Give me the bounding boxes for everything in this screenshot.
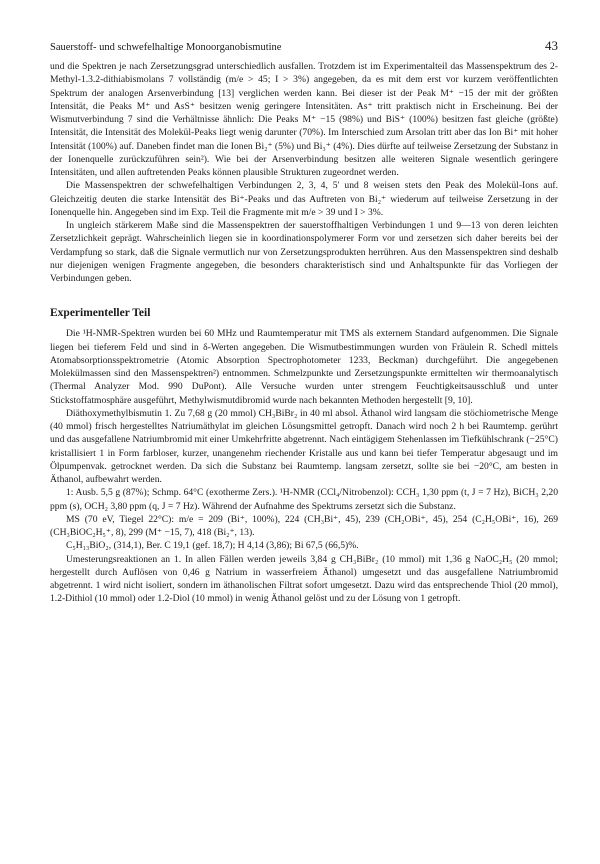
body-paragraph: und die Spektren je nach Zersetzungsgrad unterschiedlich ausfallen. Trotzdem ist im Experimentalteil das Massenspektrum des 2-Methyl-1.3.2-dithiabismolans 7 vollständig (m/e > 45; I > 3%) angegeben, da es mit dem erst vor kurzem veröffentlichten Spektrum der analogen Arsenverbindung [13] verglichen werden kann. Bei dieser ist der Peak M⁺ −15 der mit der größten Intensität, die Peaks M⁺ und AsS⁺ besitzen wenig geringere Intensitäten. As⁺ tritt praktisch nicht in Erscheinung. Bei der Wismutverbindung 7 sind die Verhältnisse ähnlich: Die Peaks M⁺ −15 (98%) und BiS⁺ (100%) besitzen fast gleiche (größte) Intensität, die Intensität des Molekül-Peaks liegt wenig darunter (70%). Im Interschied zum Arsolan tritt aber das Ion Bi⁺ mit hoher Intensität (100%) auf. Daneben findet man die Ionen Bi₂⁺ (5%) und Bi₃⁺ (4%). Dies dürfte auf teilweise Zersetzung der Substanz in der Ionenquelle zurückzuführen sein²). Wie bei der Arsenverbindung besitzen alle weiteren Signale wesentlich geringere Intensitäten, und allen auftretenden Peaks können plausible Strukturen zugeordnet werden.	[50, 61, 558, 178]
elemental-analysis-line: C₅H₁₃BiO₂, (314,1), Ber. C 19,1 (gef. 18,7); H 4,14 (3,86); Bi 67,5 (66,5)%.	[66, 540, 359, 552]
mass-spectrum-paragraph: MS (70 eV, Tiegel 22°C): m/e = 209 (Bi⁺, 100%), 224 (CH₃Bi⁺, 45), 239 (CH₂OBi⁺, 45), 254 (C₂H₅OBi⁺, 16), 269 (CH₃BiOC₂H₅⁺, 8), 299 (M⁺ −15, 7), 418 (Bi₂⁺, 13).	[50, 513, 558, 538]
running-header	[50, 38, 558, 60]
characterization-paragraph: 1: Ausb. 5,5 g (87%); Schmp. 64°C (exotherme Zers.). ¹H-NMR (CCl₄/Nitrobenzol): CCH₃ 1,30 ppm (t, J = 7 Hz), BiCH₃ 2,20 ppm (s), OCH₂ 3,80 ppm (q, J = 7 Hz). Während der Aufnahme des Spektrums zersetzt sich die Substanz.	[50, 487, 558, 512]
procedure-paragraph: Diäthoxymethylbismutin 1. Zu 7,68 g (20 mmol) CH₃BiBr₂ in 40 ml absol. Äthanol wird langsam die stöchiometrische Menge (40 mmol) frisch hergestelltes Natriumäthylat im gleichen Lösungsmittel getropft. Danach wird noch 2 h bei Raumtemp. gerührt und das ausgefallene Natriumbromid mit einer Umkehrfritte abgetrennt. Nach eintägigem Stehenlassen im Tiefkühlschrank (−25°C) kristallisiert 1 in Form farbloser, kurzer, unangenehm riechender Kristalle aus und kann bei tiefer Temperatur abgesaugt und im Ölpumpenvak. getrocknet werden. Da sich die Substanz bei Raumtemp. langsam zersetzt, sollte sie bei −20°C, am besten in Äthanol, aufbewahrt werden.	[50, 407, 558, 485]
body-paragraph: Die ¹H-NMR-Spektren wurden bei 60 MHz und Raumtemperatur mit TMS als externem Standard aufgenommen. Die Signale liegen bei tieferem Feld und sind in δ-Werten angegeben. Die Wismutbestimmungen wurden von Fräulein R. Schedl mittels Atomabsorptionsspektrometrie (Atomic Absorption Spectrophotometer 1233, Beckman) durchgeführt. Die angegebenen Molekülmassen sind den Massenspektren²) entnommen. Schmelzpunkte und Zersetzungspunkte ermittelten wir thermoanalytisch (Thermal Analyzer Mod. 990 DuPont). Alle Versuche wurden unter strengem Feuchtigkeitsausschluß und unter Stickstoffatmosphäre ausgeführt, Methylwismutdibromid wurde nach bekannten Methoden hergestellt [9, 10].	[50, 328, 558, 406]
page-number: 43	[545, 38, 558, 53]
section-heading: Experimenteller Teil	[50, 307, 151, 320]
procedure-paragraph: Umesterungsreaktionen an 1. In allen Fällen werden jeweils 3,84 g CH₃BiBr₂ (10 mmol) mit 1,36 g NaOC₂H₅ (20 mmol; hergestellt durch Auflösen von 0,46 g Natrium in wasserfreiem Äthanol) umgesetzt und das ausgefallene Natriumbromid abgetrennt. 1 wird nicht isoliert, sondern im äthanolischen Filtrat sofort umgesetzt. Dazu wird das entsprechende Thiol (20 mmol), 1.2-Dithiol (10 mmol) oder 1.2-Diol (10 mmol) in wenig Äthanol gelöst und zu der Lösung von 1 getropft.	[50, 553, 558, 605]
body-paragraph: Die Massenspektren der schwefelhaltigen Verbindungen 2, 3, 4, 5′ und 8 weisen stets den Peak des Molekül-Ions auf. Gleichzeitig deuten die starke Intensität des Bi⁺-Peaks und das Auftreten von Bi₂⁺ wiederum auf teilweise Zersetzung in der Ionenquelle hin. Angegeben sind im Exp. Teil die Fragmente mit m/e > 39 und I > 3%.	[50, 180, 558, 218]
body-paragraph: In ungleich stärkerem Maße sind die Massenspektren der sauerstoffhaltigen Verbindungen 1 und 9—13 von deren leichten Zersetzlichkeit geprägt. Wahrscheinlich liegen sie in koordinationspolymerer Form vor und zersetzen sich daher bereits bei der Verdampfung so stark, daß die Signale vermutlich nur von Zersetzungsprodukten herrühren. Aus den Massenspektren sind deshalb nur diejenigen wenigen Fragmente angegeben, die besonders charakteristisch sind und Anhaltspunkte für das Vorliegen der Verbindungen geben.	[50, 220, 558, 284]
paper-page	[50, 38, 558, 606]
running-title: Sauerstoff- und schwefelhaltige Monoorganobismutine	[50, 42, 282, 53]
